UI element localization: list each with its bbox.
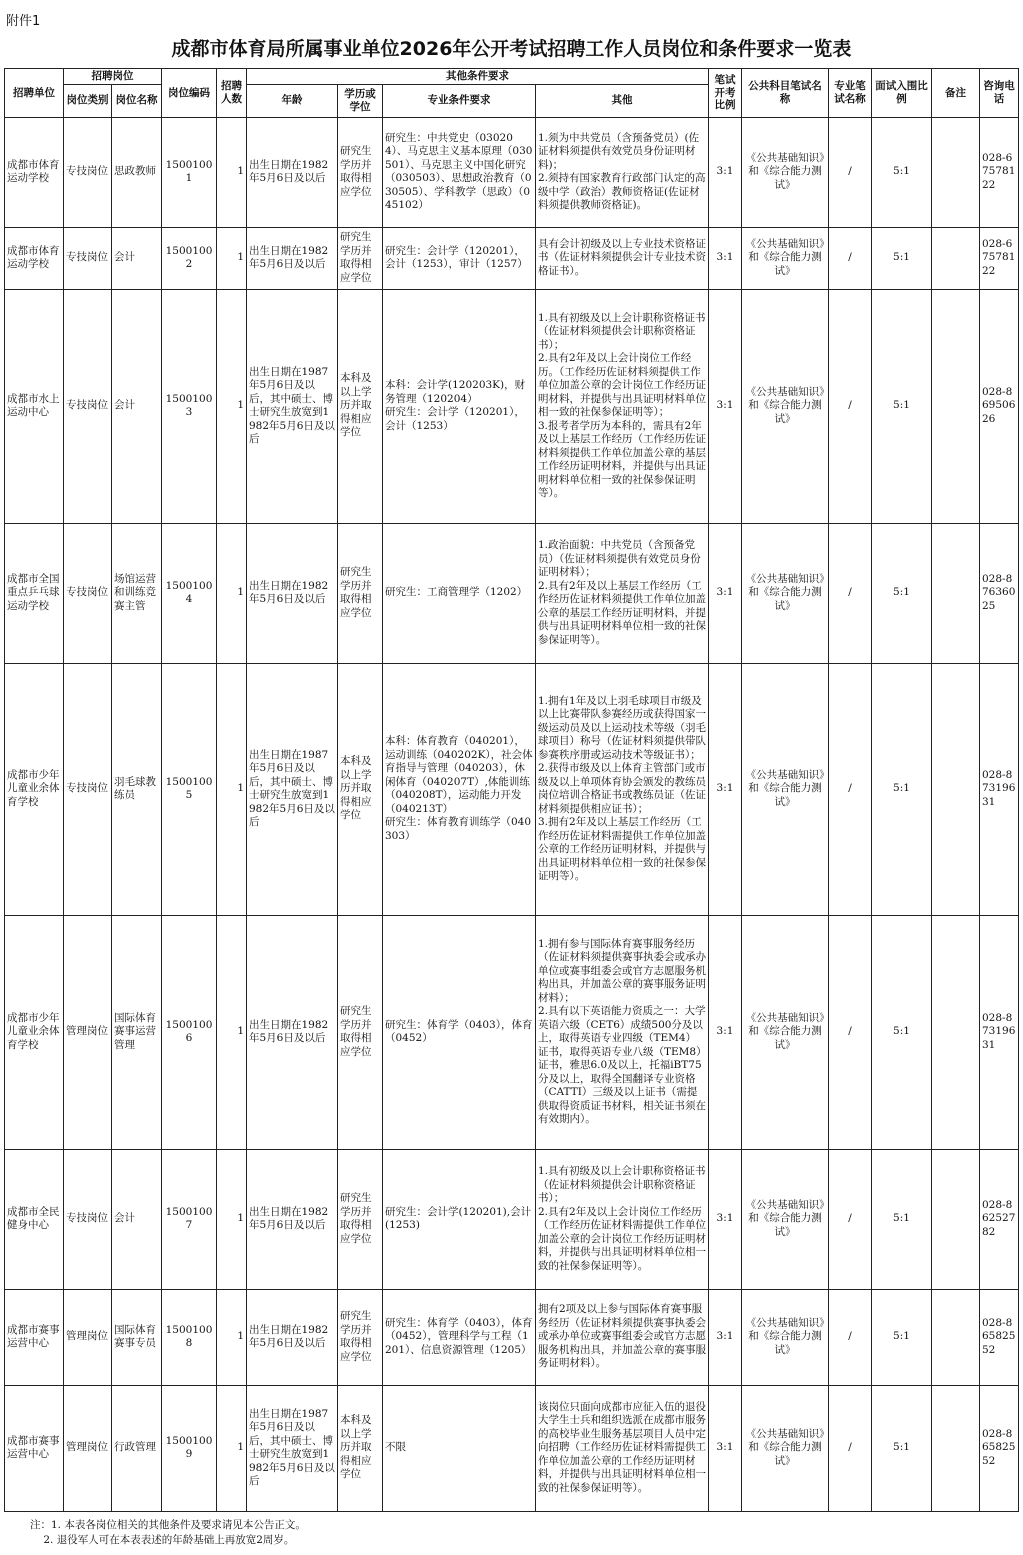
cell-code: 15001007: [162, 1149, 217, 1289]
cell-pubexam: 《公共基础知识》和《综合能力测试》: [742, 915, 829, 1149]
table-row: [5, 289, 1019, 523]
cell-phone: 028-67578122: [980, 117, 1019, 227]
cell-code: 15001001: [162, 117, 217, 227]
cell-proexam: /: [829, 1149, 872, 1289]
cell-count: 1: [217, 523, 247, 663]
cell-ratio: 3:1: [709, 1385, 742, 1511]
cell-name: 会计: [112, 1149, 162, 1289]
cell-age: 出生日期在1987年5月6日及以后，其中硕士、博士研究生放宽到1982年5月6日及以后: [247, 1385, 338, 1511]
cell-proexam: /: [829, 1385, 872, 1511]
header-count: 招聘人数: [217, 69, 247, 118]
cell-other: 1.拥有参与国际体育赛事服务经历（佐证材料须提供赛事执委会或承办单位或赛事组委会或官方志愿服务机构出具，并加盖公章的赛事服务证明材料）； 2.具有以下英语能力资质之一：大学英语六级（CET6）成绩500分及以上，取得英语专业四级（TEM4）证书，取得英语专业八级（TEM8）证书，雅思6.0及以上，托福iBT75分及以上，取得全国翻译专业资格（CATTI）三级及以上证书（需提供取得资质证书材料，相关证书须在有效期内）。: [536, 915, 709, 1149]
cell-remark: [932, 1289, 980, 1385]
cell-edu: 本科及以上学历并取得相应学位: [338, 1385, 383, 1511]
recruitment-table: [4, 68, 1019, 1512]
cell-ratio: 3:1: [709, 227, 742, 289]
cell-other: 1.须为中共党员（含预备党员）(佐证材料须提供有效党员身份证明材料)； 2.须持有国家教育行政部门认定的高级中学（政治）教师资格证(佐证材料须提供教师资格证)。: [536, 117, 709, 227]
cell-ratio: 3:1: [709, 1289, 742, 1385]
cell-remark: [932, 289, 980, 523]
cell-name: 场馆运营和训练竞赛主管: [112, 523, 162, 663]
header-proexam: 专业笔试名称: [829, 69, 872, 118]
header-age: 年龄: [247, 84, 338, 117]
cell-code: 15001008: [162, 1289, 217, 1385]
table-row: [5, 915, 1019, 1149]
header-unit: 招聘单位: [5, 69, 64, 118]
header-other: 其他: [536, 84, 709, 117]
cell-interview: 5:1: [872, 915, 932, 1149]
cell-other: 具有会计初级及以上专业技术资格证书（佐证材料须提供会计专业技术资格证书）。: [536, 227, 709, 289]
cell-proexam: /: [829, 663, 872, 915]
cell-unit: 成都市水上运动中心: [5, 289, 64, 523]
cell-type: 专技岗位: [64, 523, 112, 663]
cell-remark: [932, 1149, 980, 1289]
cell-age: 出生日期在1982年5月6日及以后: [247, 1149, 338, 1289]
cell-ratio: 3:1: [709, 1149, 742, 1289]
cell-major: 本科：体育教育（040201），运动训练（040202K），社会体育指导与管理（040203），休闲体育（040207T）,体能训练（040208T），运动能力开发（040213T） 研究生：体育教育训练学（040303）: [383, 663, 536, 915]
cell-name: 国际体育赛事专员: [112, 1289, 162, 1385]
cell-phone: 028-87636025: [980, 523, 1019, 663]
cell-count: 1: [217, 1149, 247, 1289]
cell-count: 1: [217, 227, 247, 289]
table-notes: [30, 1518, 306, 1548]
cell-pubexam: 《公共基础知识》和《综合能力测试》: [742, 1289, 829, 1385]
cell-ratio: 3:1: [709, 523, 742, 663]
cell-unit: 成都市少年儿童业余体育学校: [5, 663, 64, 915]
cell-interview: 5:1: [872, 663, 932, 915]
cell-proexam: /: [829, 523, 872, 663]
cell-proexam: /: [829, 1289, 872, 1385]
attachment-label: 附件1: [6, 14, 41, 29]
cell-count: 1: [217, 915, 247, 1149]
header-other-group: 其他条件要求: [247, 69, 709, 85]
cell-interview: 5:1: [872, 1289, 932, 1385]
cell-unit: 成都市赛事运营中心: [5, 1289, 64, 1385]
cell-count: 1: [217, 1289, 247, 1385]
cell-edu: 研究生学历并取得相应学位: [338, 915, 383, 1149]
cell-unit: 成都市少年儿童业余体育学校: [5, 915, 64, 1149]
cell-unit: 成都市赛事运营中心: [5, 1385, 64, 1511]
cell-interview: 5:1: [872, 289, 932, 523]
cell-interview: 5:1: [872, 227, 932, 289]
cell-interview: 5:1: [872, 1385, 932, 1511]
cell-phone: 028-87319631: [980, 663, 1019, 915]
cell-pubexam: 《公共基础知识》和《综合能力测试》: [742, 289, 829, 523]
cell-phone: 028-86950626: [980, 289, 1019, 523]
cell-name: 会计: [112, 289, 162, 523]
cell-major: 研究生：会计学（120201），会计（1253），审计（1257）: [383, 227, 536, 289]
header-major: 专业条件要求: [383, 84, 536, 117]
cell-pubexam: 《公共基础知识》和《综合能力测试》: [742, 663, 829, 915]
table-row: [5, 523, 1019, 663]
cell-remark: [932, 915, 980, 1149]
cell-proexam: /: [829, 289, 872, 523]
note-line: 2. 退役军人可在本表表述的年龄基础上再放宽2周岁。: [30, 1534, 295, 1546]
cell-type: 专技岗位: [64, 663, 112, 915]
cell-edu: 研究生学历并取得相应学位: [338, 1289, 383, 1385]
cell-ratio: 3:1: [709, 117, 742, 227]
cell-age: 出生日期在1982年5月6日及以后: [247, 117, 338, 227]
cell-interview: 5:1: [872, 523, 932, 663]
cell-age: 出生日期在1982年5月6日及以后: [247, 227, 338, 289]
cell-phone: 028-86252782: [980, 1149, 1019, 1289]
cell-pubexam: 《公共基础知识》和《综合能力测试》: [742, 227, 829, 289]
cell-remark: [932, 117, 980, 227]
cell-pubexam: 《公共基础知识》和《综合能力测试》: [742, 523, 829, 663]
cell-unit: 成都市全民健身中心: [5, 1149, 64, 1289]
header-pubexam: 公共科目笔试名称: [742, 69, 829, 118]
cell-age: 出生日期在1982年5月6日及以后: [247, 915, 338, 1149]
cell-edu: 研究生学历并取得相应学位: [338, 227, 383, 289]
page-title: 成都市体育局所属事业单位2026年公开考试招聘工作人员岗位和条件要求一览表: [171, 38, 852, 60]
cell-age: 出生日期在1987年5月6日及以后，其中硕士、博士研究生放宽到1982年5月6日及以后: [247, 289, 338, 523]
cell-age: 出生日期在1987年5月6日及以后，其中硕士、博士研究生放宽到1982年5月6日及以后: [247, 663, 338, 915]
cell-edu: 研究生学历并取得相应学位: [338, 1149, 383, 1289]
cell-count: 1: [217, 117, 247, 227]
header-ratio: 笔试开考比例: [709, 69, 742, 118]
cell-remark: [932, 663, 980, 915]
cell-pubexam: 《公共基础知识》和《综合能力测试》: [742, 1149, 829, 1289]
cell-phone: 028-86582552: [980, 1289, 1019, 1385]
cell-remark: [932, 1385, 980, 1511]
cell-name: 羽毛球教练员: [112, 663, 162, 915]
cell-interview: 5:1: [872, 1149, 932, 1289]
header-phone: 咨询电话: [980, 69, 1019, 118]
cell-unit: 成都市体育运动学校: [5, 117, 64, 227]
table-row: [5, 663, 1019, 915]
cell-name: 行政管理: [112, 1385, 162, 1511]
cell-count: 1: [217, 663, 247, 915]
cell-remark: [932, 523, 980, 663]
cell-code: 15001004: [162, 523, 217, 663]
cell-pubexam: 《公共基础知识》和《综合能力测试》: [742, 117, 829, 227]
cell-pubexam: 《公共基础知识》和《综合能力测试》: [742, 1385, 829, 1511]
cell-ratio: 3:1: [709, 663, 742, 915]
cell-major: 不限: [383, 1385, 536, 1511]
cell-ratio: 3:1: [709, 915, 742, 1149]
cell-phone: 028-87319631: [980, 915, 1019, 1149]
cell-major: 本科：会计学(120203K)，财务管理（120204） 研究生：会计学（120201），会计（1253）: [383, 289, 536, 523]
cell-phone: 028-86582552: [980, 1385, 1019, 1511]
header-interview: 面试入围比例: [872, 69, 932, 118]
table-row: [5, 1289, 1019, 1385]
cell-type: 专技岗位: [64, 289, 112, 523]
cell-ratio: 3:1: [709, 289, 742, 523]
cell-major: 研究生：中共党史（030204）、马克思主义基本原理（030501）、马克思主义中国化研究（030503）、思想政治教育（030505）、学科教学（思政）（045102）: [383, 117, 536, 227]
note-line: 注：1. 本表各岗位相关的其他条件及要求请见本公告正文。: [30, 1519, 306, 1531]
cell-code: 15001009: [162, 1385, 217, 1511]
header-post-group: 招聘岗位: [64, 69, 162, 85]
cell-age: 出生日期在1982年5月6日及以后: [247, 1289, 338, 1385]
header-post-name: 岗位名称: [112, 84, 162, 117]
cell-code: 15001006: [162, 915, 217, 1149]
cell-code: 15001003: [162, 289, 217, 523]
cell-major: 研究生：会计学(120201),会计(1253): [383, 1149, 536, 1289]
cell-other: 1.拥有1年及以上羽毛球项目市级及以上比赛带队参赛经历或获得国家一级运动员及以上运动技术等级（羽毛球项目）称号（佐证材料须提供带队参赛秩序册或运动技术等级证书）； 2.获得市级及以上体育主管部门或市级及以上单项体育协会颁发的教练员岗位培训合格证书或教练员证（佐证材料须提供相应证书）； 3.拥有2年及以上基层工作经历（工作经历佐证材料需提供工作单位加盖公章的工作经历证明材料，并提供与出具证明材料单位相一致的社保参保证明等）。: [536, 663, 709, 915]
cell-proexam: /: [829, 117, 872, 227]
cell-proexam: /: [829, 915, 872, 1149]
cell-name: 思政教师: [112, 117, 162, 227]
cell-other: 该岗位只面向成都市应征入伍的退役大学生士兵和组织选派在成都市服务的高校毕业生服务基层项目人员中定向招聘（工作经历佐证材料需提供工作单位加盖公章的工作经历证明材料，并提供与出具证明材料单位相一致的社保参保证明等）。: [536, 1385, 709, 1511]
table-row: [5, 1149, 1019, 1289]
cell-major: 研究生：体育学（0403），体育（0452），管理科学与工程（1201）、信息资源管理（1205）: [383, 1289, 536, 1385]
table-row: [5, 1385, 1019, 1511]
cell-type: 管理岗位: [64, 1289, 112, 1385]
cell-edu: 本科及以上学历并取得相应学位: [338, 289, 383, 523]
cell-type: 管理岗位: [64, 1385, 112, 1511]
cell-name: 国际体育赛事运营管理: [112, 915, 162, 1149]
header-post-type: 岗位类别: [64, 84, 112, 117]
cell-remark: [932, 227, 980, 289]
cell-code: 15001002: [162, 227, 217, 289]
cell-major: 研究生：工商管理学（1202）: [383, 523, 536, 663]
cell-other: 1.具有初级及以上会计职称资格证书（佐证材料须提供会计职称资格证书）； 2.具有2年及以上会计岗位工作经历。（工作经历佐证材料须提供工作单位加盖公章的会计岗位工作经历证明材料，并提供与出具证明材料单位相一致的社保参保证明等）； 3.报考者学历为本科的，需具有2年及以上基层工作经历（工作经历佐证材料须提供工作单位加盖公章的基层工作经历证明材料，并提供与出具证明材料单位相一致的社保参保证明等）。: [536, 289, 709, 523]
cell-edu: 研究生学历并取得相应学位: [338, 523, 383, 663]
cell-other: 拥有2项及以上参与国际体育赛事服务经历（佐证材料须提供赛事执委会或承办单位或赛事组委会或官方志愿服务机构出具，并加盖公章的赛事服务证明材料）。: [536, 1289, 709, 1385]
cell-count: 1: [217, 289, 247, 523]
cell-name: 会计: [112, 227, 162, 289]
cell-age: 出生日期在1982年5月6日及以后: [247, 523, 338, 663]
header-remark: 备注: [932, 69, 980, 118]
header-edu: 学历或学位: [338, 84, 383, 117]
cell-count: 1: [217, 1385, 247, 1511]
cell-type: 专技岗位: [64, 227, 112, 289]
cell-major: 研究生：体育学（0403），体育（0452）: [383, 915, 536, 1149]
cell-unit: 成都市全国重点乒乓球运动学校: [5, 523, 64, 663]
table-row: [5, 227, 1019, 289]
cell-proexam: /: [829, 227, 872, 289]
cell-phone: 028-67578122: [980, 227, 1019, 289]
cell-unit: 成都市体育运动学校: [5, 227, 64, 289]
cell-interview: 5:1: [872, 117, 932, 227]
cell-code: 15001005: [162, 663, 217, 915]
cell-other: 1.政治面貌：中共党员（含预备党员）（佐证材料须提供有效党员身份证明材料）； 2.具有2年及以上基层工作经历（工作经历佐证材料须提供工作单位加盖公章的基层工作经历证明材料，并提供与出具证明材料单位相一致的社保参保证明等）。: [536, 523, 709, 663]
cell-type: 专技岗位: [64, 117, 112, 227]
header-code: 岗位编码: [162, 69, 217, 118]
cell-edu: 研究生学历并取得相应学位: [338, 117, 383, 227]
cell-other: 1.具有初级及以上会计职称资格证书（佐证材料须提供会计职称资格证书）； 2.具有2年及以上会计岗位工作经历（工作经历佐证材料需提供工作单位加盖公章的会计岗位工作经历证明材料，并提供与出具证明材料单位相一致的社保参保证明等）。: [536, 1149, 709, 1289]
table-row: [5, 117, 1019, 227]
cell-edu: 本科及以上学历并取得相应学位: [338, 663, 383, 915]
cell-type: 管理岗位: [64, 915, 112, 1149]
cell-type: 专技岗位: [64, 1149, 112, 1289]
